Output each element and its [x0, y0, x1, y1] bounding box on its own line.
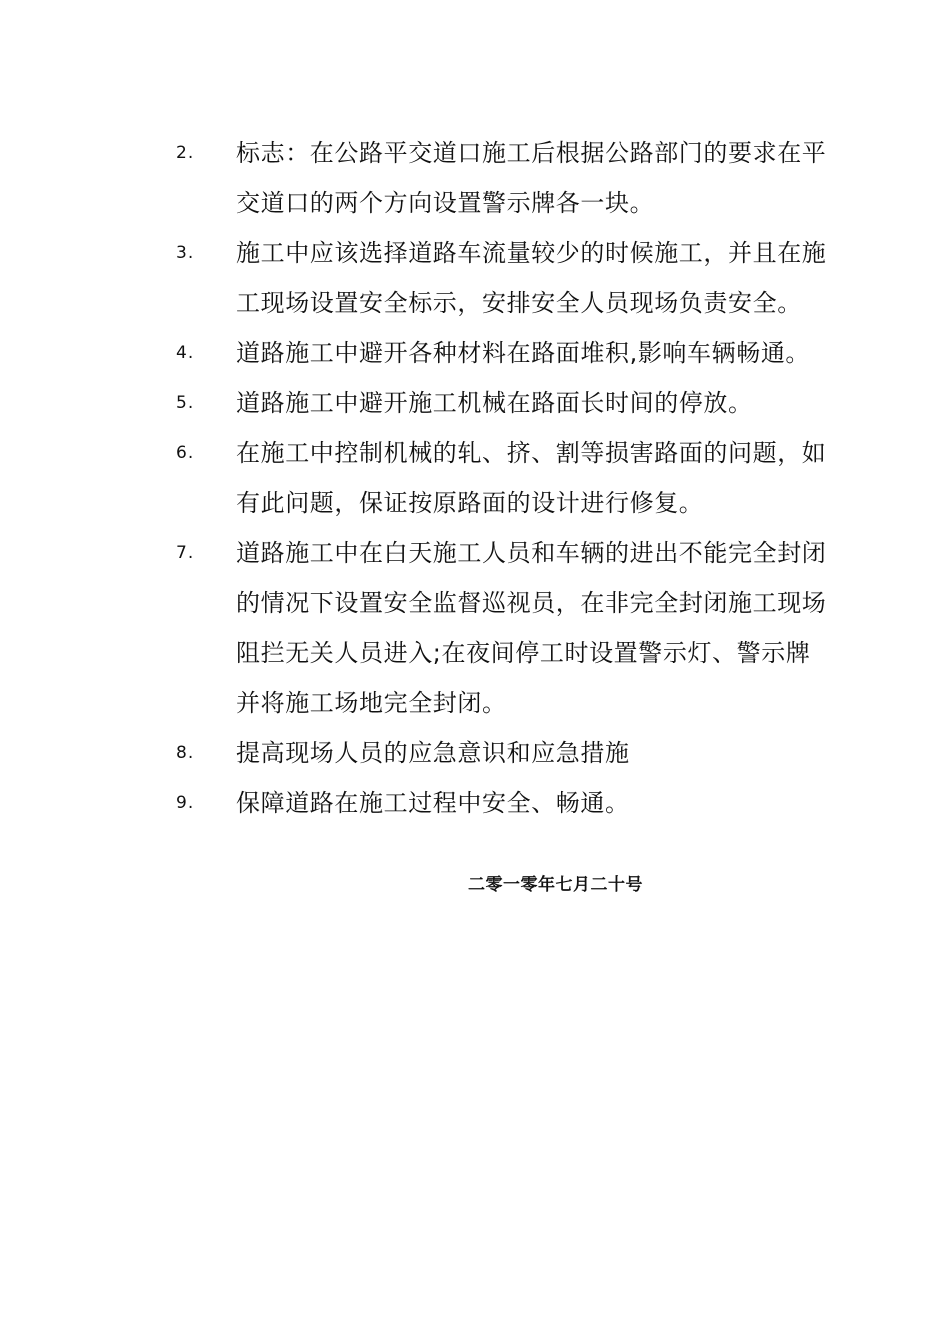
list-item	[176, 378, 856, 428]
list-item	[176, 128, 856, 228]
item-text: 道路施工中避开各种材料在路面堆积,影响车辆畅通。	[236, 339, 811, 367]
list-item	[176, 328, 856, 378]
item-text: 道路施工中避开施工机械在路面长时间的停放。	[236, 389, 753, 417]
list-item	[176, 728, 856, 778]
item-text: 保障道路在施工过程中安全、畅通。	[236, 789, 630, 817]
list-item	[176, 428, 856, 528]
item-text: 道路施工中在白天施工人员和车辆的进出不能完全封闭的情况下设置安全监督巡视员，在非完全封闭施工现场阻拦无关人员进入;在夜间停工时设置警示灯、警示牌并将施工场地完全封闭。	[236, 539, 827, 717]
item-text: 标志：在公路平交道口施工后根据公路部门的要求在平交道口的两个方向设置警示牌各一块。	[236, 139, 827, 217]
item-number: 8.	[176, 743, 195, 763]
list-item	[176, 528, 856, 728]
item-number: 7.	[176, 543, 195, 563]
item-number: 4.	[176, 343, 195, 363]
document-date: 二零一零年七月二十号	[468, 875, 643, 895]
item-text: 提高现场人员的应急意识和应急措施	[236, 739, 630, 767]
item-number: 3.	[176, 243, 195, 263]
item-number: 5.	[176, 393, 195, 413]
item-text: 在施工中控制机械的轧、挤、割等损害路面的问题，如有此问题，保证按原路面的设计进行修复。	[236, 439, 827, 517]
list-item	[176, 778, 856, 828]
list-item	[176, 228, 856, 328]
item-number: 9.	[176, 793, 195, 813]
item-text: 施工中应该选择道路车流量较少的时候施工，并且在施工现场设置安全标示，安排安全人员现场负责安全。	[236, 239, 827, 317]
measures-list	[176, 128, 856, 828]
item-number: 2.	[176, 143, 195, 163]
item-number: 6.	[176, 443, 195, 463]
